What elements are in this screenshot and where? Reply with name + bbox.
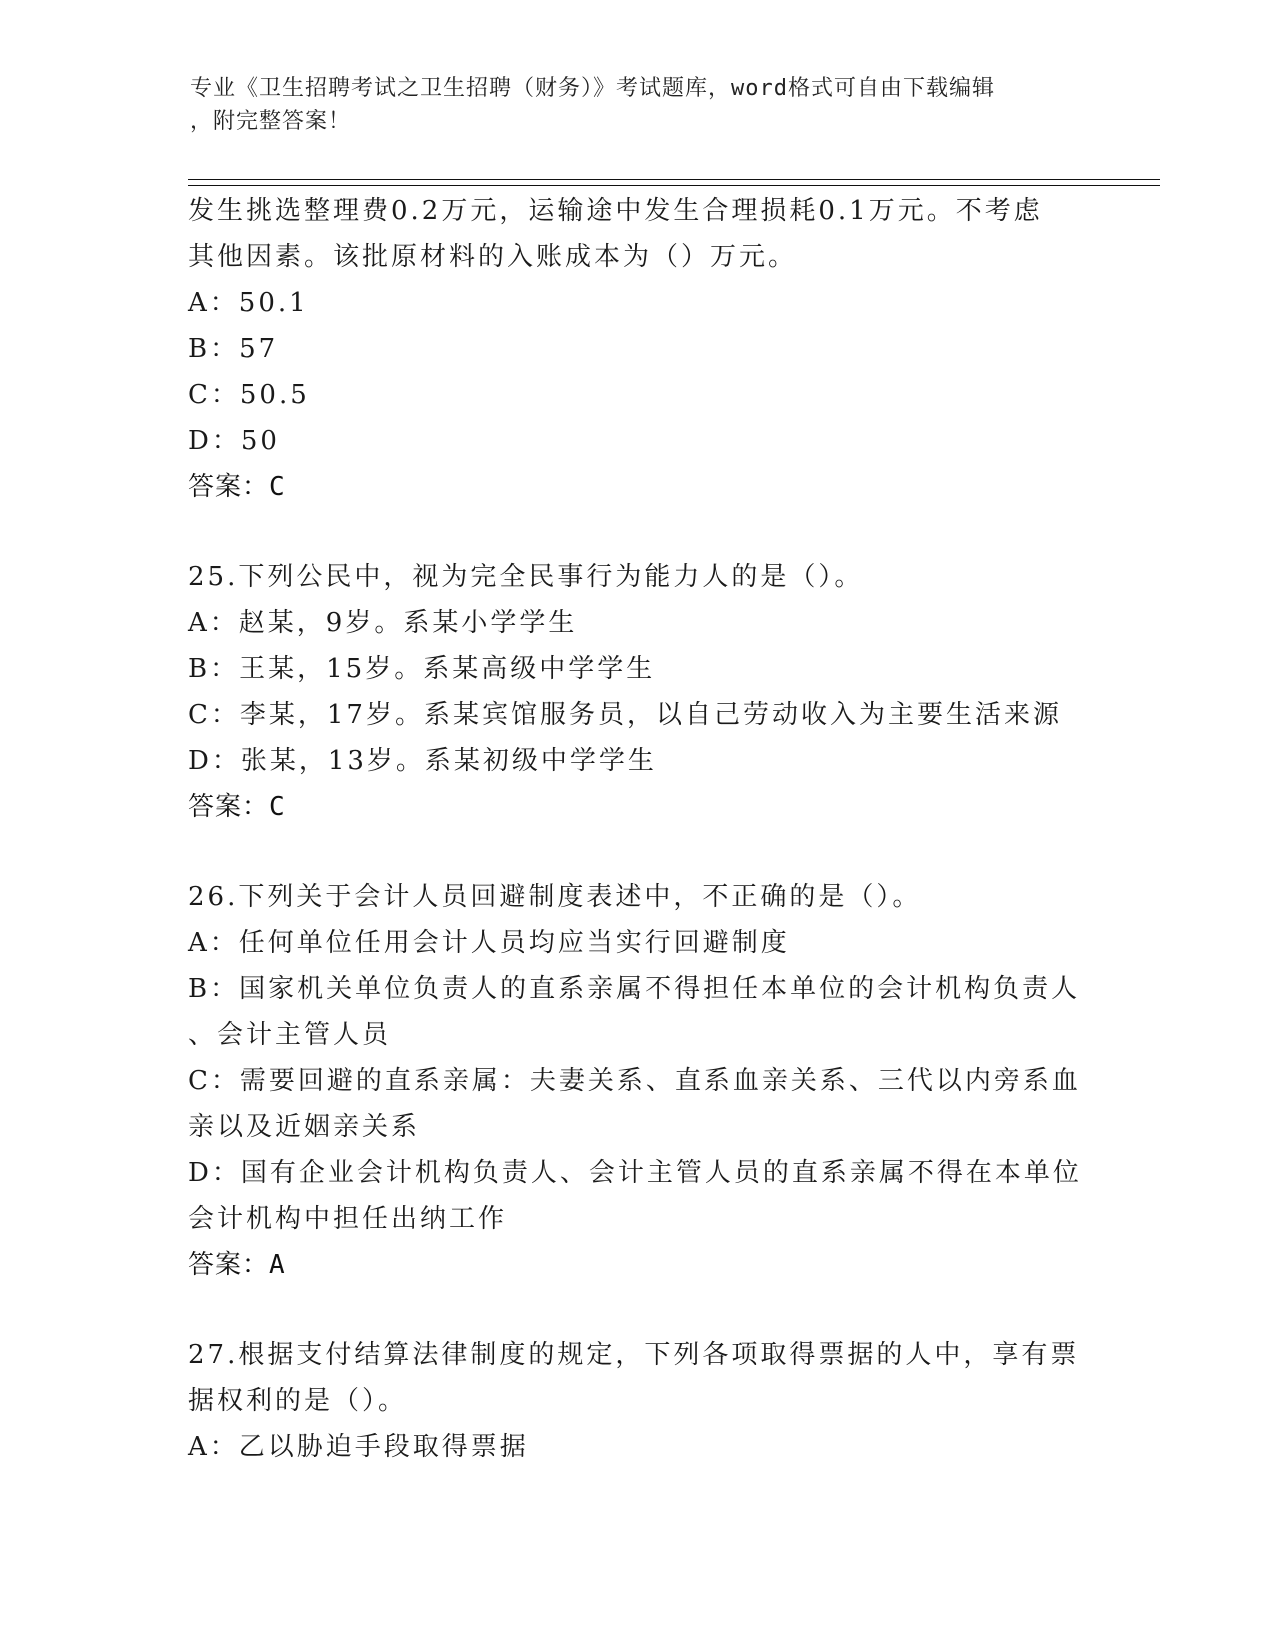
header-divider (188, 179, 1160, 180)
question-stem-line: 其他因素。该批原材料的入账成本为（）万元。 (188, 242, 798, 272)
option-c: C：需要回避的直系亲属：夫妻关系、直系血亲关系、三代以内旁系血 (188, 1066, 1081, 1096)
answer-line: 答案：C (188, 472, 286, 502)
option-d-continued: 会计机构中担任出纳工作 (188, 1204, 508, 1234)
option-a: A：任何单位任用会计人员均应当实行回避制度 (188, 928, 790, 958)
option-c: C：50.5 (188, 380, 310, 410)
question-stem-line: 据权利的是（）。 (188, 1386, 408, 1416)
option-d: D：50 (188, 426, 280, 456)
question-list (188, 188, 1088, 1470)
question-stem-line: 26.下列关于会计人员回避制度表述中，不正确的是（）。 (188, 882, 922, 912)
spacer (188, 830, 1088, 874)
answer-line: 答案：C (188, 792, 286, 822)
question-25 (188, 554, 1088, 830)
option-d: D：张某，13岁。系某初级中学学生 (188, 746, 657, 776)
option-a: A：乙以胁迫手段取得票据 (188, 1432, 529, 1462)
document-header (190, 72, 1070, 138)
spacer (188, 1288, 1088, 1332)
option-d: D：国有企业会计机构负责人、会计主管人员的直系亲属不得在本单位 (188, 1158, 1082, 1188)
header-line: ，附完整答案！ (190, 109, 352, 134)
spacer (188, 510, 1088, 554)
option-b: B：57 (188, 334, 279, 364)
option-a: A：赵某，9岁。系某小学学生 (188, 608, 578, 638)
option-a: A：50.1 (188, 288, 309, 318)
question-stem-line: 25.下列公民中，视为完全民事行为能力人的是（）。 (188, 562, 864, 592)
question-27 (188, 1332, 1088, 1470)
question-stem-line: 发生挑选整理费0.2万元，运输途中发生合理损耗0.1万元。不考虑 (188, 196, 1043, 226)
question-stem-line: 27.根据支付结算法律制度的规定，下列各项取得票据的人中，享有票 (188, 1340, 1080, 1370)
header-line: 专业《卫生招聘考试之卫生招聘（财务）》考试题库，word格式可自由下载编辑 (190, 76, 995, 101)
option-b: B：王某，15岁。系某高级中学学生 (188, 654, 656, 684)
option-c: C：李某，17岁。系某宾馆服务员，以自己劳动收入为主要生活来源 (188, 700, 1062, 730)
option-b: B：国家机关单位负责人的直系亲属不得担任本单位的会计机构负责人 (188, 974, 1081, 1004)
answer-line: 答案：A (188, 1250, 286, 1280)
option-c-continued: 亲以及近姻亲关系 (188, 1112, 421, 1142)
question-26 (188, 874, 1088, 1288)
question-continued (188, 188, 1088, 510)
header-divider (188, 185, 1160, 186)
option-b-continued: 、会计主管人员 (188, 1020, 392, 1050)
